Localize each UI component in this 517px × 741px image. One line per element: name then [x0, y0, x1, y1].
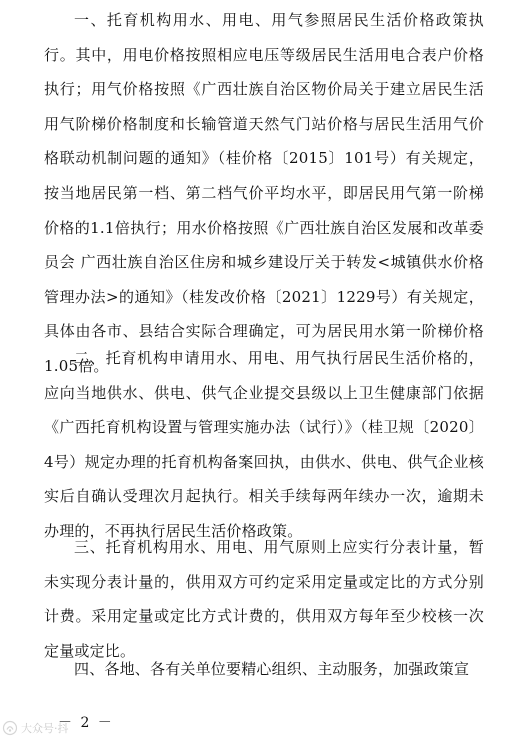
page-number: － 2 － [58, 715, 114, 731]
watermark-logo-icon [2, 720, 18, 736]
watermark-text: 大众号·抖 [21, 722, 69, 735]
paragraph-4: 四、各地、各有关单位要精心组织、主动服务，加强政策宣 [74, 660, 470, 678]
paragraph-2: 二、托育机构申请用水、用电、用气执行居民生活价格的，应向当地供水、供电、供气企业提交县级以上卫生健康部门依据《广西托育机构设置与管理实施办法（试行）》（桂卫规〔2020〕4号）规定办理的托育机构备案回执，由供水、供电、供气企业核实后自确认受理次月起执行。相关手续每两年续办一次，逾期未办理的，不再执行居民生活价格政策。 [44, 349, 484, 540]
watermark [2, 720, 69, 736]
paragraph-3: 三、托育机构用水、用电、用气原则上应实行分表计量，暂未实现分表计量的，供用双方可约定采用定量或定比的方式分别计费。采用定量或定比方式计费的，供用双方每年至少校核一次定量或定比。 [44, 538, 484, 660]
paragraph-1: 一、托育机构用水、用电、用气参照居民生活价格政策执行。其中，用电价格按照相应电压等级居民生活用电合表户价格执行；用气价格按照《广西壮族自治区物价局关于建立居民生活用气阶梯价格制度和长输管道天然气门站价格与居民生活用气价格联动机制问题的通知》（桂价格〔2015〕101号）有关规定，按当地居民第一档、第二档气价平均水平，即居民用气第一阶梯价格的1.1倍执行；用水价格按照《广西壮族自治区发展和改革委员会 广西壮族自治区住房和城乡建设厅关于转发<城镇供水价格管理办法>的通知》（桂发改价格〔2021〕1229号）有关规定，具体由各市、县结合实际合理确定，可为居民用水第一阶梯价格1.05倍。 [44, 11, 484, 375]
